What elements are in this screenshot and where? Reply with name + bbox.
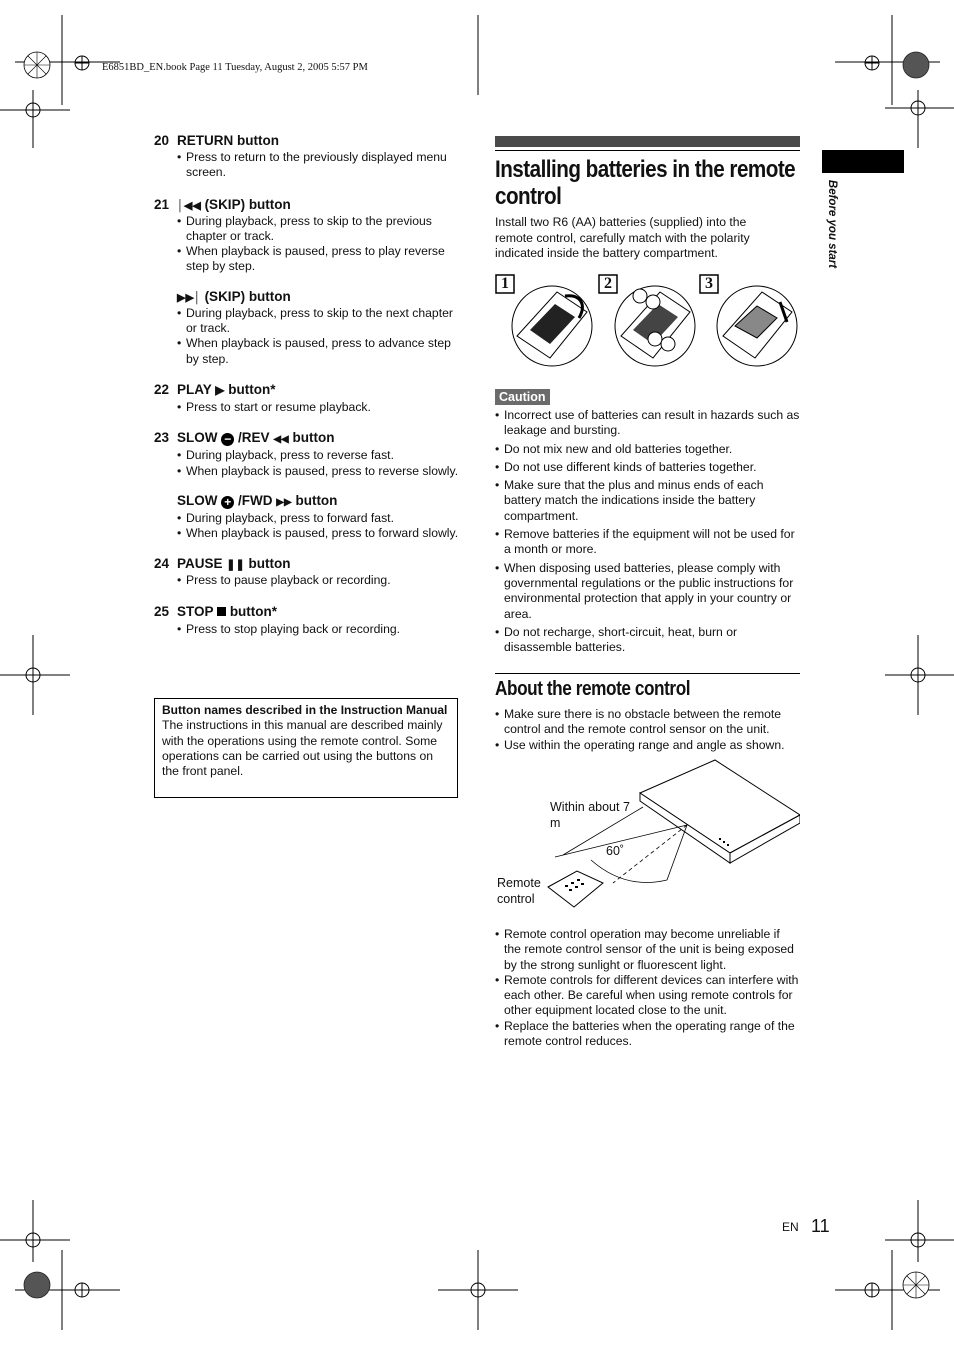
skip-back-icon: │◀◀ [177, 199, 201, 212]
item-title: RETURN button [177, 133, 279, 148]
about-heading: About the remote control [495, 678, 691, 700]
caution-list [495, 408, 800, 655]
caution-item: • Do not recharge, short-circuit, heat, burn or disassemble batteries. [495, 625, 800, 656]
caution-item: • When disposing used batteries, please comply with governmental regulations or the public instructions for environmental protection that apply in your country or area. [495, 561, 800, 622]
about-item: • Make sure there is no obstacle between the remote control and the remote control sensor on the unit. [495, 707, 800, 738]
file-header-line: E6851BD_EN.book Page 11 Tuesday, August 2, 2005 5:57 PM [102, 62, 368, 73]
step-3-number: 3 [705, 275, 713, 292]
fast-forward-icon: ▶▶ [276, 496, 292, 508]
bullet: • During playback, press to forward fast. [154, 511, 464, 526]
step-1-number: 1 [501, 275, 509, 292]
bullet: • During playback, press to skip to the next chapter or track. [154, 306, 464, 337]
pause-icon: ❚❚ [226, 559, 245, 572]
item-number: 23 [154, 430, 170, 446]
bullet: • When playback is paused, press to reverse slowly. [154, 464, 464, 479]
item-22 [154, 382, 464, 415]
plus-circle-icon: + [221, 496, 234, 509]
side-tab-label: Before you start [826, 179, 838, 269]
item-21 [154, 197, 464, 275]
note-body: The instructions in this manual are described mainly with the operations using the remote control. Some operations can be carried out using the buttons on the front panel. [162, 718, 443, 779]
battery-steps-figure [495, 274, 800, 369]
caution-badge: Caution [495, 389, 550, 405]
item-title-b: button* [229, 603, 278, 619]
item-23 [154, 430, 464, 479]
section-bar [495, 136, 800, 147]
item-title-a: PAUSE [177, 556, 223, 572]
note-item: • Remote control operation may become unreliable if the remote control sensor of the unit is being exposed by the strong sunlight or fluorescent light. [495, 927, 800, 973]
item-number: 21 [154, 196, 170, 212]
bullet: • When playback is paused, press to play reverse step by step. [154, 244, 464, 275]
remote-label: Remote control [497, 876, 541, 906]
item-number: 25 [154, 603, 170, 619]
stop-icon [217, 607, 226, 616]
item-20 [154, 133, 464, 181]
step-2-number: 2 [604, 275, 612, 292]
bullet: • Press to stop playing back or recording. [154, 622, 464, 637]
range-figure [495, 755, 800, 920]
item-number: 24 [154, 556, 170, 572]
left-column [154, 133, 464, 637]
item-title-a: SLOW [177, 492, 218, 508]
bullet: • During playback, press to skip to the previous chapter or track. [154, 214, 464, 245]
note-item: • Remote controls for different devices can interfere with each other. Be careful when using remote controls for other equipment located close to the unit. [495, 973, 800, 1019]
item-title-a: PLAY [177, 381, 212, 397]
item-title-b: /REV [238, 430, 270, 446]
item-number: 20 [154, 133, 170, 148]
item-number: 22 [154, 381, 170, 397]
item-title: (SKIP) button [204, 196, 291, 212]
item-title-a: STOP [177, 603, 214, 619]
distance-label: Within about 7 m [550, 800, 630, 830]
bullet: • Press to start or resume playback. [154, 400, 464, 415]
rewind-icon: ◀◀ [273, 434, 289, 446]
item-23b [154, 493, 464, 542]
play-icon: ▶ [215, 382, 225, 397]
notes-list [495, 927, 800, 1049]
bullet: • When playback is paused, press to forward slowly. [154, 526, 464, 541]
caution-item: • Do not mix new and old batteries together. [495, 442, 800, 457]
page-title: Installing batteries in the remote control [495, 156, 796, 210]
bullet: • Press to return to the previously displayed menu screen. [154, 150, 464, 181]
skip-forward-icon: ▶▶│ [177, 291, 201, 304]
bullet: • When playback is paused, press to advance step by step. [154, 336, 464, 367]
caution-item: • Do not use different kinds of batteries together. [495, 460, 800, 475]
language-code: EN [782, 1220, 799, 1234]
about-list [495, 707, 800, 753]
item-title-c: button [295, 492, 338, 508]
note-item: • Replace the batteries when the operating range of the remote control reduces. [495, 1019, 800, 1050]
caution-item: • Incorrect use of batteries can result in hazards such as leakage and bursting. [495, 408, 800, 439]
caution-item: • Make sure that the plus and minus ends of each battery match the indications inside the battery compartment. [495, 478, 800, 524]
about-rule [495, 673, 800, 674]
item-25 [154, 604, 464, 637]
page-number: 11 [811, 1216, 830, 1236]
battery-steps [495, 274, 800, 369]
intro-paragraph: Install two R6 (AA) batteries (supplied) into the remote control, carefully match with the polarity indicated inside the battery compartment. [495, 215, 750, 260]
item-title-a: SLOW [177, 430, 218, 446]
item-title-b: button* [228, 381, 276, 397]
note-title: Button names described in the Instruction Manual [162, 703, 448, 717]
item-title-b: button [248, 556, 291, 572]
about-item: • Use within the operating range and angle as shown. [495, 738, 800, 753]
caution-item: • Remove batteries if the equipment will not be used for a month or more. [495, 527, 800, 558]
item-title-b: /FWD [238, 492, 273, 508]
section-rule [495, 150, 800, 151]
minus-circle-icon: − [221, 433, 234, 446]
item-21b [154, 289, 464, 367]
item-24 [154, 556, 464, 588]
bullet: • Press to pause playback or recording. [154, 573, 464, 588]
angle-label: 60˚ [606, 844, 625, 858]
bullet: • During playback, press to reverse fast. [154, 448, 464, 463]
item-title: (SKIP) button [204, 288, 291, 304]
note-box [154, 698, 458, 798]
item-title-c: button [292, 430, 335, 446]
